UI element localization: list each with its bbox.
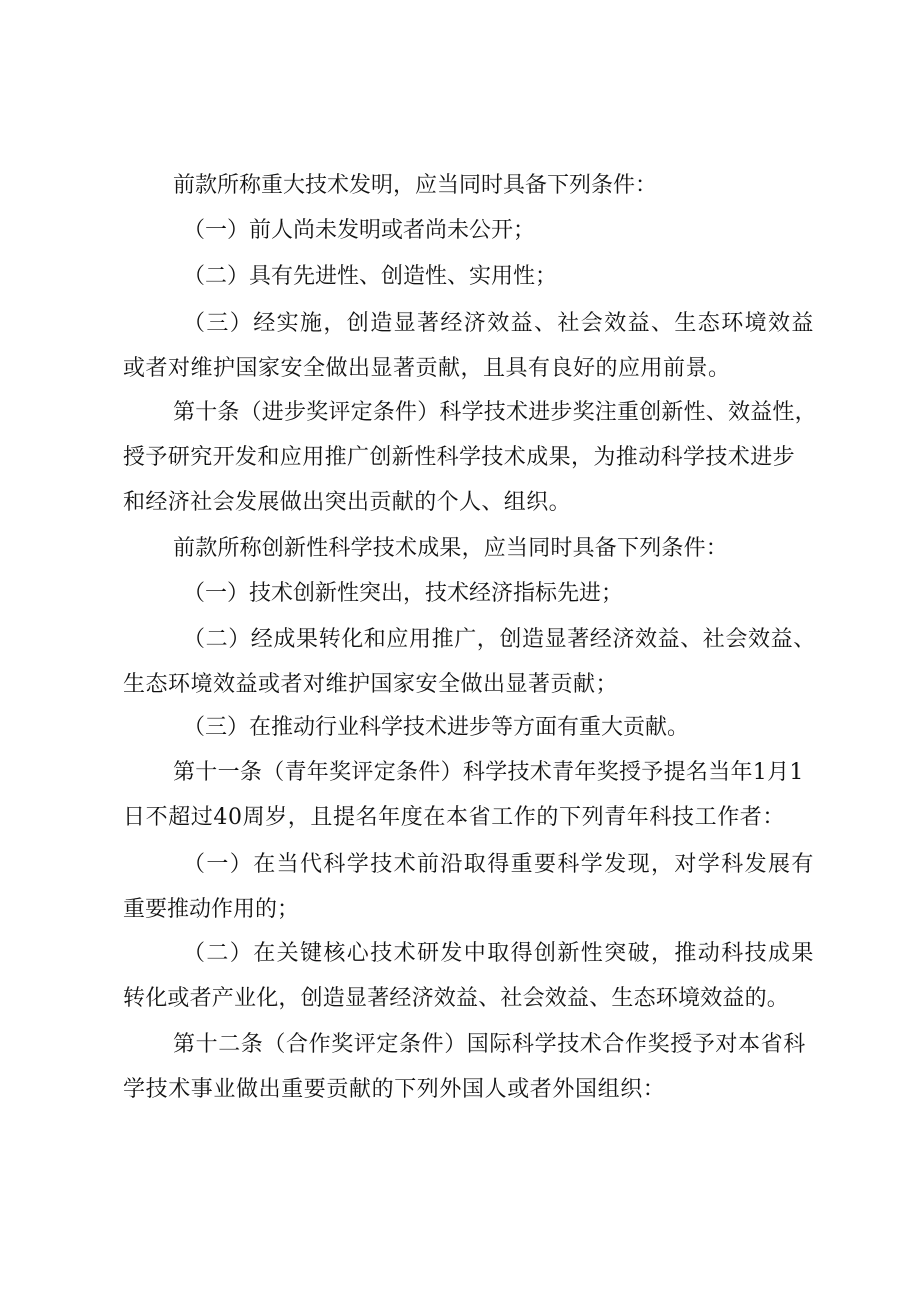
text-line: （二）在关键核心技术研发中取得创新性突破，推动科技成果 [183,941,815,966]
text-line: （一）技术创新性突出，技术经济指标先进； [183,581,624,606]
text-line: 生态环境效益或者对维护国家安全做出显著贡献； [123,672,619,697]
paragraph-invention-item-3 [0,301,920,391]
text-line: 第十条（进步奖评定条件）科学技术进步奖注重创新性、效益性， [173,400,817,425]
paragraph-youth-item-1 [0,842,920,932]
paragraph-youth-item-2 [0,931,920,1021]
text-line: 前款所称重大技术发明，应当同时具备下列条件： [173,173,658,198]
text-line: 前款所称创新性科学技术成果，应当同时具备下列条件： [173,536,729,561]
text-line: 第十一条（青年奖评定条件）科学技术青年奖授予提名当年1月1 [173,760,804,785]
article-10-progress-award [0,390,920,525]
article-12-cooperation-award [0,1022,920,1112]
paragraph-invention-item-2 [0,254,920,299]
text-line: 和经济社会发展做出突出贡献的个人、组织。 [123,490,572,515]
paragraph-innovation-item-3 [0,705,920,750]
text-line: （一）前人尚未发明或者尚未公开； [183,218,536,243]
text-line: 日不超过40周岁，且提名年度在本省工作的下列青年科技工作者： [123,805,785,830]
text-line: （二）具有先进性、创造性、实用性； [183,264,558,289]
text-line: （一）在当代科学技术前沿取得重要科学发现，对学科发展有 [183,852,815,877]
paragraph-innovation-conditions [0,526,920,571]
paragraph-invention-conditions [0,163,920,208]
paragraph-invention-item-1 [0,208,920,253]
text-line: 学技术事业做出重要贡献的下列外国人或者外国组织： [123,1077,666,1102]
text-line: （二）经成果转化和应用推广，创造显著经济效益、社会效益、 [183,627,816,652]
text-line: 重要推动作用的； [123,897,300,922]
text-line: 第十二条（合作奖评定条件）国际科学技术合作奖授予对本省科 [173,1032,806,1057]
text-line: 或者对维护国家安全做出显著贡献，且具有良好的应用前景。 [123,356,731,381]
paragraph-innovation-item-1 [0,571,920,616]
text-line: 授予研究开发和应用推广创新性科学技术成果，为推动科学技术进步 [123,445,796,470]
text-line: （三）在推动行业科学技术进步等方面有重大贡献。 [183,715,690,740]
article-11-youth-award [0,750,920,840]
paragraph-innovation-item-2 [0,617,920,707]
text-line: 转化或者产业化，创造显著经济效益、社会效益、生态环境效益的。 [123,986,790,1011]
text-line: （三）经实施，创造显著经济效益、社会效益、生态环境效益 [183,311,815,336]
